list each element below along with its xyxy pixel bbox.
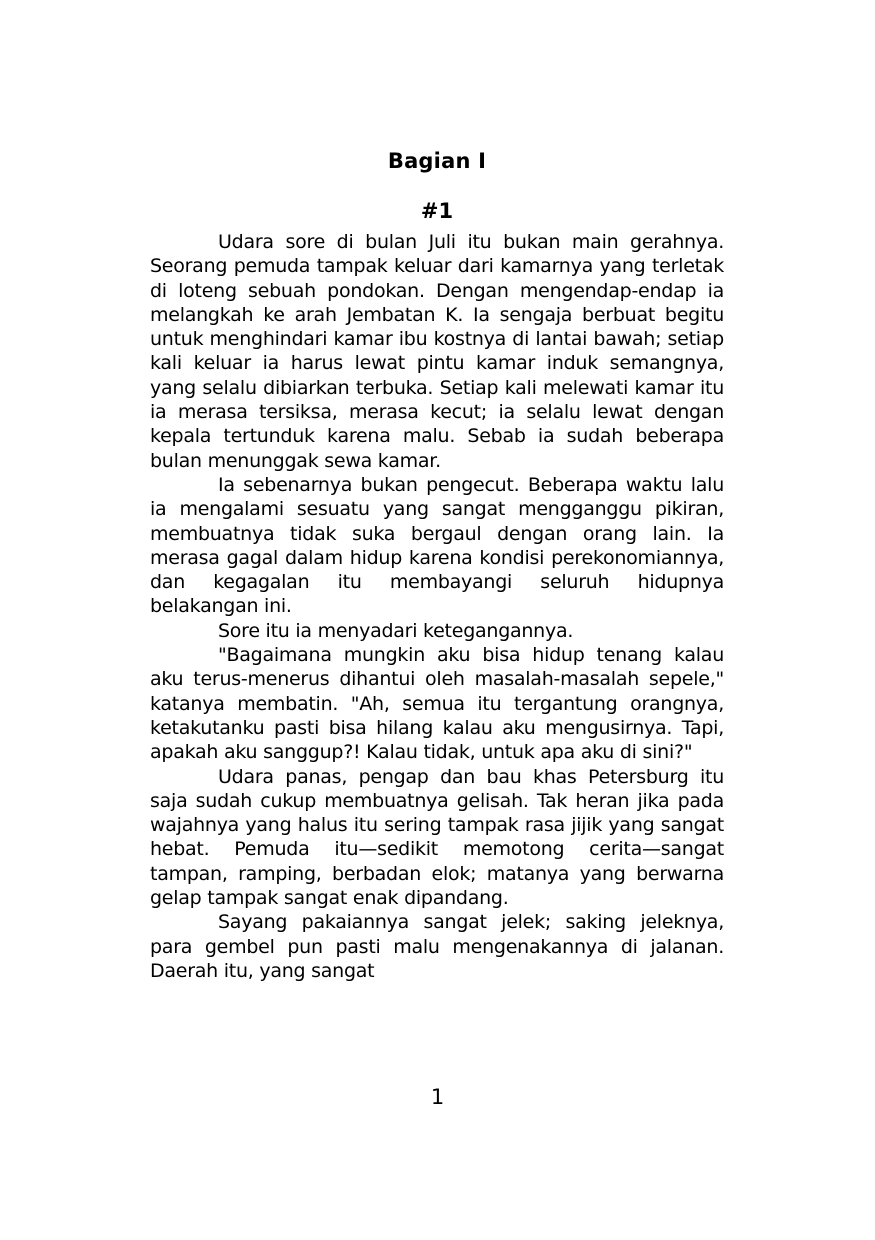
body-paragraph: "Bagaimana mungkin aku bisa hidup tenang kalau aku terus-menerus dihantui oleh masalah-masalah sepele," katanya membatin. "Ah, semua itu tergantung orangnya, ketakutanku pasti bisa hilang kalau aku mengusirnya. Tapi, apakah aku sanggup?! Kalau tidak, untuk apa aku di sini?" — [150, 644, 724, 764]
body-paragraph: Sore itu ia menyadari ketegangannya. — [218, 619, 574, 642]
body-text — [150, 230, 724, 983]
part-heading: Bagian I — [387, 149, 487, 173]
body-paragraph: Udara sore di bulan Juli itu bukan main gerahnya. Seorang pemuda tampak keluar dari kamarnya yang terletak di loteng sebuah pondokan. Dengan mengendap-endap ia melangkah ke arah Jembatan K. Ia sengaja berbuat begitu untuk menghindari kamar ibu kostnya di lantai bawah; setiap kali keluar ia harus lewat pintu kamar induk semangnya, yang selalu dibiarkan terbuka. Setiap kali melewati kamar itu ia merasa tersiksa, merasa kecut; ia selalu lewat dengan kepala tertunduk karena malu. Sebab ia sudah beberapa bulan menunggak sewa kamar. — [150, 231, 724, 472]
body-paragraph: Sayang pakaiannya sangat jelek; saking jeleknya, para gembel pun pasti malu mengenakannya di jalanan. Daerah itu, yang sangat — [150, 911, 724, 982]
body-paragraph: Udara panas, pengap dan bau khas Petersburg itu saja sudah cukup membuatnya gelisah. Tak heran jika pada wajahnya yang halus itu sering tampak rasa jijik yang sangat hebat. Pemuda itu—sedikit memotong cerita—sangat tampan, ramping, berbadan elok; matanya yang berwarna gelap tampak sangat enak dipandang. — [150, 765, 724, 910]
body-paragraph: Ia sebenarnya bukan pengecut. Beberapa waktu lalu ia mengalami sesuatu yang sangat mengganggu pikiran, membuatnya tidak suka bergaul dengan orang lain. Ia merasa gagal dalam hidup karena kondisi perekonomiannya, dan kegagalan itu membayangi seluruh hidupnya belakangan ini. — [150, 473, 724, 618]
chapter-heading: #1 — [420, 199, 454, 223]
page-content — [150, 149, 724, 983]
page-number: 1 — [430, 1085, 445, 1109]
